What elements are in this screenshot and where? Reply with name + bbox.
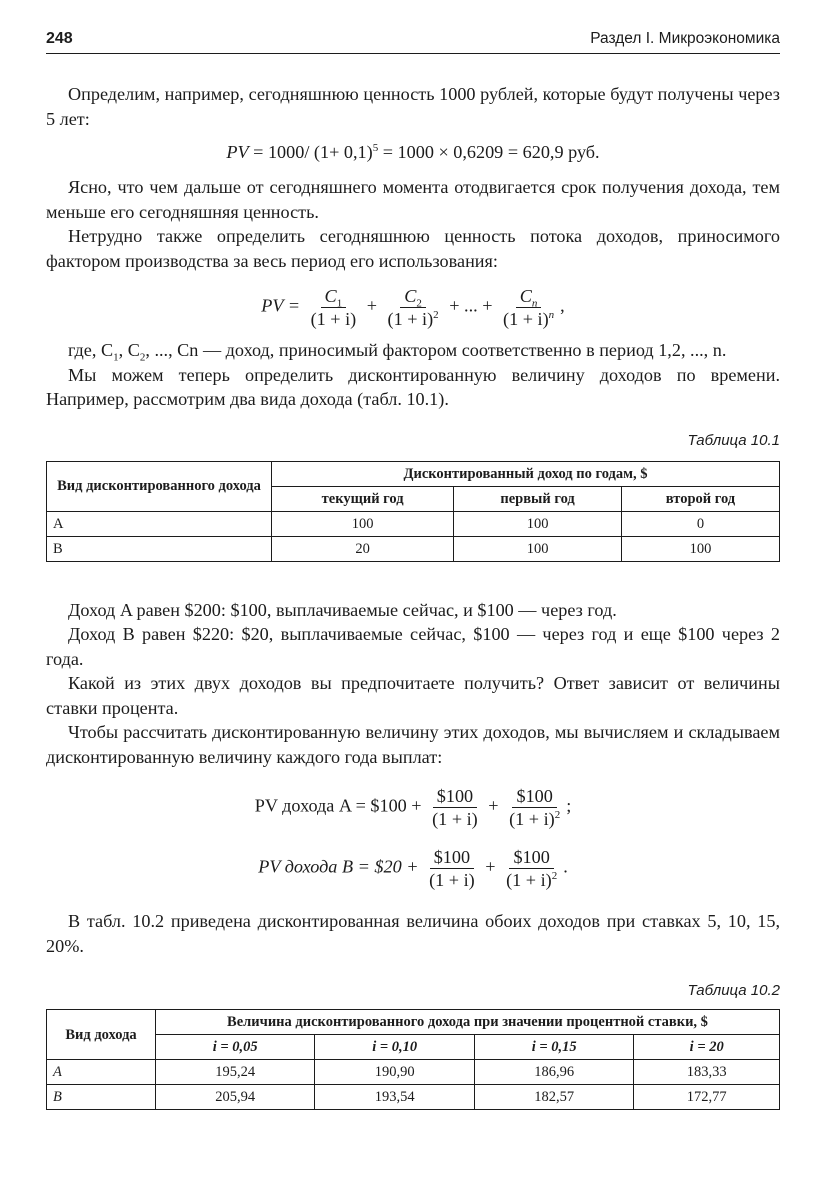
page: [46, 30, 780, 1110]
table-row: B 205,94 193,54 182,57 172,77: [47, 1085, 780, 1110]
paragraph-5: Мы можем теперь определить дисконтированную величину доходов по времени. Например, рассмотрим два вида дохода (табл. 10.1).: [46, 364, 780, 409]
fraction-c2: $\frac{C_2}{(1 + i)^2}$: [387, 286, 439, 329]
paragraph-7: Доход B равен $220: $20, выплачиваемые сейчас, $100 — через год и еще $100 через 2 года.: [46, 624, 780, 669]
page-number: 248: [46, 30, 73, 47]
table-2-caption: Таблица 10.2: [687, 982, 780, 999]
table-2-col: i = 0,15: [474, 1035, 633, 1060]
running-head: [46, 30, 780, 54]
table-row: A 195,24 190,90 186,96 183,33: [47, 1060, 780, 1085]
paragraph-4: где, $C_1$, $C_2$, ..., Cn — доход, приносимый фактором соответственно в период 1,2, ..., n.: [68, 340, 727, 364]
section-title: Раздел I. Микроэкономика: [590, 30, 780, 47]
paragraph-9: Чтобы рассчитать дисконтированную величину этих доходов, мы вычисляем и складываем дисконтированную величину каждого года выплат:: [46, 722, 780, 767]
table-1-col: первый год: [454, 486, 622, 511]
formula-pv-a: PV дохода A = $100 + $\frac{\$100}{(1 + i)}$ + $\frac{\$100}{(1 + i)^2}$ ;: [254, 786, 572, 829]
table-1-group-header: Дисконтированный доход по годам, $: [272, 461, 780, 486]
fraction-cn: $\frac{C_n}{(1 + i)^n}$: [503, 286, 555, 329]
table-1-col: второй год: [621, 486, 779, 511]
table-2-col: i = 20: [634, 1035, 780, 1060]
formula-pv-b: PV дохода B = $20 + $\frac{\$100}{(1 + i)}$ + $\frac{\$100}{(1 + i)^2}$ .: [258, 847, 568, 890]
table-1-col-type: Вид дисконтированного дохода: [47, 461, 272, 511]
table-1-caption: Таблица 10.1: [687, 431, 780, 449]
table-2: [46, 1009, 780, 1110]
table-row: А 100 100 0: [47, 511, 780, 536]
table-1-col: текущий год: [272, 486, 454, 511]
table-1: [46, 461, 780, 562]
table-2-col: i = 0,05: [156, 1035, 315, 1060]
paragraph-10: В табл. 10.2 приведена дисконтированная величина обоих доходов при ставках 5, 10, 15, 20%.: [46, 911, 780, 956]
table-2-col-type: Вид дохода: [47, 1010, 156, 1060]
table-2-col: i = 0,10: [315, 1035, 474, 1060]
formula-pv-1000: PV = 1000/ $(1+ 0,1)^5 = 1000 \times 0,6209 = 620,9$ руб.: [226, 141, 600, 162]
table-2-group-header: Величина дисконтированного дохода при значении процентной ставки, $: [156, 1010, 780, 1035]
paragraph-3: Нетрудно также определить сегодняшнюю ценность потока доходов, приносимого фактором производства за весь период его использования:: [46, 226, 780, 271]
paragraph-8: Какой из этих двух доходов вы предпочитаете получить? Ответ зависит от величины ставки процента.: [46, 673, 780, 718]
table-row: В 20 100 100: [47, 536, 780, 561]
paragraph-6: Доход A равен $200: $100, выплачиваемые сейчас, и $100 — через год.: [68, 599, 617, 620]
fraction-c1: $\frac{C_1}{(1 + i)}$: [310, 286, 357, 329]
formula-pv-stream: PV = $\frac{C_1}{(1 + i)}$ + $\frac{C_2}{(1 + i)^2}$ + ... + $\frac{C_n}{(1 + i)^n}$ ,: [261, 286, 565, 329]
paragraph-2: Ясно, что чем дальше от сегодняшнего момента отодвигается срок получения дохода, тем меньше его сегодняшняя ценность.: [46, 177, 780, 222]
paragraph-1: Определим, например, сегодняшнюю ценность 1000 рублей, которые будут получены через 5 лет:: [46, 84, 780, 129]
